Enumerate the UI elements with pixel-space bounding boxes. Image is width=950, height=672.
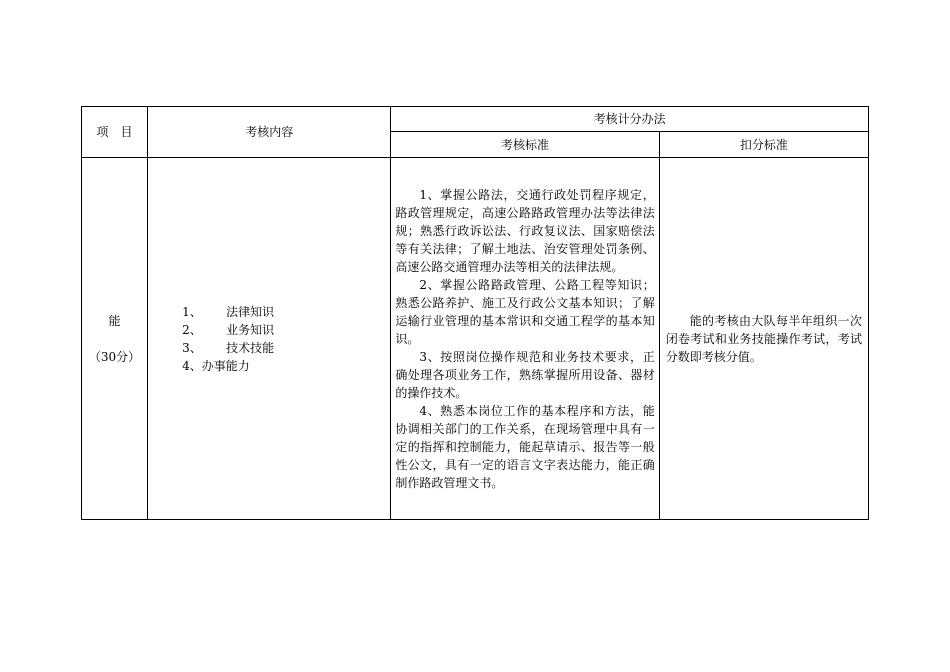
header-item: 项 目	[82, 107, 148, 158]
standard-paragraph: 3、按照岗位操作规范和业务技术要求，正确处理各项业务工作，熟练掌握所用设备、器材的操作技术。	[395, 349, 655, 400]
assessment-table	[81, 106, 869, 520]
standard-cell	[391, 158, 659, 520]
content-list	[148, 303, 390, 375]
standard-paragraph: 2、掌握公路路政管理、公路工程等知识；熟悉公路养护、施工及行政公文基本知识；了解运输行业管理的基本常识和交通工程学的基本知识。	[395, 277, 655, 346]
assessment-row	[82, 158, 869, 520]
item-cell	[82, 158, 148, 520]
header-standard: 考核标准	[391, 132, 659, 158]
content-item: 2、 业务知识	[182, 322, 275, 337]
content-cell	[148, 158, 391, 520]
header-row-1	[82, 107, 869, 132]
content-item: 4、办事能力	[182, 358, 250, 373]
standard-paragraph: 4、熟悉本岗位工作的基本程序和方法，能协调相关部门的工作关系，在现场管理中具有一定的指挥和控制能力，能起草请示、报告等一般性公文，具有一定的语言文字表达能力，能正确制作路政管理文书。	[395, 403, 655, 490]
item-score: （30分）	[88, 349, 141, 364]
deduction-text: 能的考核由大队每半年组织一次闭卷考试和业务技能操作考试，考试分数即考核分值。	[665, 313, 862, 364]
item-label: 能	[108, 313, 121, 328]
content-item: 1、 法律知识	[182, 304, 275, 319]
deduction-cell	[659, 158, 868, 520]
header-content: 考核内容	[148, 107, 391, 158]
standard-paragraph: 1、掌握公路法，交通行政处罚程序规定，路政管理规定，高速公路路政管理办法等法律法规；熟悉行政诉讼法、行政复议法、国家赔偿法等有关法律；了解土地法、治安管理处罚条例、高速公路交通管理办法等相关的法律法规。	[395, 187, 655, 274]
header-deduction: 扣分标准	[659, 132, 868, 158]
content-item: 3、 技术技能	[182, 340, 275, 355]
header-method: 考核计分办法	[391, 107, 869, 132]
